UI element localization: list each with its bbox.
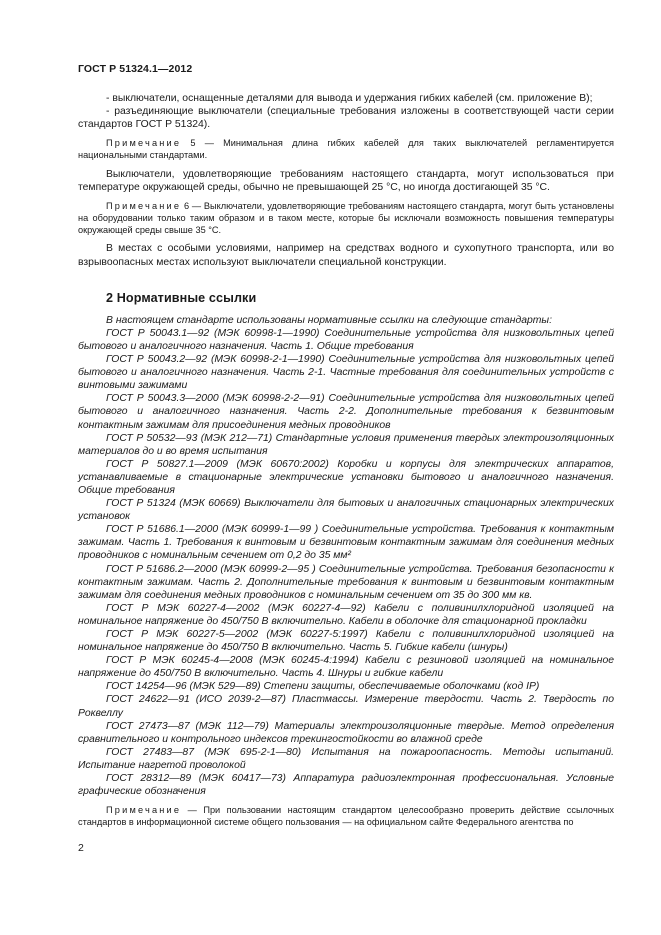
reference-item: ГОСТ Р 50043.1—92 (МЭК 60998-1—1990) Соединительные устройства для низковольтных цепей бытового и аналогичного назначения. Часть 1. Общие требования <box>78 327 614 352</box>
reference-item: ГОСТ Р 50043.2—92 (МЭК 60998-2-1—1990) Соединительные устройства для низковольтных цепей бытового и аналогичного назначения. Часть 2-1. Частные требования для соединительных устройств с винтовыми зажимами <box>78 354 614 392</box>
reference-item: ГОСТ Р МЭК 60227-5—2002 (МЭК 60227-5:1997) Кабели с поливинилхлоридной изоляцией на номинальное напряжение до 450/750 В включительно. Часть 5. Гибкие кабели (шнуры) <box>78 629 614 654</box>
note-6 <box>78 200 614 237</box>
reference-item: ГОСТ 27483—87 (МЭК 695-2-1—80) Испытания на пожароопасность. Методы испытаний. Испытание нагретой проволокой <box>78 746 614 771</box>
reference-item: ГОСТ Р МЭК 60227-4—2002 (МЭК 60227-4—92) Кабели с поливинилхлоридной изоляцией на номинальное напряжение до 450/750 В включительно. Кабели в оболочке для стационарной прокладки <box>78 602 614 627</box>
note-text: 5 — Минимальная длина гибких кабелей для таких выключателей регламентируется национальными стандартами. <box>78 138 614 161</box>
references-list <box>78 327 614 798</box>
reference-item: ГОСТ 27473—87 (МЭК 112—79) Материалы электроизоляционные твердые. Метод определения сравнительного и контрольного индексов трекингостойкости во влажной среде <box>78 720 614 745</box>
reference-item: ГОСТ Р 51324 (МЭК 60669) Выключатели для бытовых и аналогичных стационарных электрических установок <box>78 498 614 523</box>
note-label: Примечание <box>106 138 182 149</box>
list-item-isolating-switches: - разъединяющие выключатели (специальные требования изложены в соответствующей части серии стандартов ГОСТ Р 51324). <box>78 106 614 131</box>
reference-item: ГОСТ 24622—91 (ИСО 2039-2—87) Пластмассы. Измерение твердости. Часть 2. Твердость по Роквеллу <box>78 694 614 719</box>
reference-item: ГОСТ Р 50827.1—2009 (МЭК 60670:2002) Коробки и корпусы для электрических аппаратов, устанавливаемые в стационарные электрические установки бытового и аналогичного назначения. Общие требования <box>78 458 614 496</box>
note-5 <box>78 137 614 161</box>
reference-item: ГОСТ Р 50043.3—2000 (МЭК 60998-2-2—91) Соединительные устройства для низковольтных цепей бытового и аналогичного назначения. Часть 2-2. Дополнительные требования к безвинтовым контактным зажимам для присоединения медных проводников <box>78 393 614 431</box>
note-text: — При пользовании настоящим стандартом целесообразно проверить действие ссылочных стандартов в информационной системе общего пользования — на официальном сайте Федерального агентства по <box>78 805 614 828</box>
reference-item: ГОСТ Р 50532—93 (МЭК 212—71) Стандартные условия применения твердых электроизоляционных материалов до и во время испытания <box>78 432 614 457</box>
note-label: Примечание <box>106 200 182 211</box>
page-content <box>78 92 614 829</box>
paragraph-special-conditions: В местах с особыми условиями, например на средствах водного и сухопутного транспорта, или во взрывоопасных местах используют выключатели специальной конструкции. <box>78 243 614 268</box>
reference-item: ГОСТ Р 51686.2—2000 (МЭК 60999-2—95 ) Соединительные устройства. Требования безопасности к контактным зажимам. Часть 2. Дополнительные требования к винтовым и безвинтовым контактным зажимам для соединения медных проводников с номинальным сечением от 35 до 300 мм кв. <box>78 563 614 601</box>
reference-item: ГОСТ Р 51686.1—2000 (МЭК 60999-1—99 ) Соединительные устройства. Требования к контактным зажимам. Часть 1. Требования к винтовым и безвинтовым контактным зажимам для соединения медных проводников с номинальным сечением от 0,2 до 35 мм² <box>78 524 614 562</box>
reference-item: ГОСТ 28312—89 (МЭК 60417—73) Аппаратура радиоэлектронная профессиональная. Условные графические обозначения <box>78 773 614 798</box>
page-number: 2 <box>78 842 84 854</box>
references-note <box>78 804 614 828</box>
paragraph-temperature: Выключатели, удовлетворяющие требованиям настоящего стандарта, могут использоваться при температуре окружающей среды, обычно не превышающей 25 °С, но иногда достигающей 35 °С. <box>78 168 614 193</box>
references-intro: В настоящем стандарте использованы нормативные ссылки на следующие стандарты: <box>106 314 552 326</box>
reference-item: ГОСТ Р МЭК 60245-4—2008 (МЭК 60245-4:1994) Кабели с резиновой изоляцией на номинальное напряжение до 450/750 В включительно. Часть 4. Шнуры и гибкие кабели <box>78 655 614 680</box>
document-header: ГОСТ Р 51324.1—2012 <box>78 63 193 75</box>
list-item-cable-switches: - выключатели, оснащенные деталями для вывода и удержания гибких кабелей (см. приложение В); <box>106 93 593 104</box>
reference-item: ГОСТ 14254—96 (МЭК 529—89) Степени защиты, обеспечиваемые оболочками (код IP) <box>106 681 540 693</box>
section-title: 2 Нормативные ссылки <box>106 290 257 305</box>
note-text: 6 — Выключатели, удовлетворяющие требованиям настоящего стандарта, могут быть установлены на оборудовании только таким образом и в таком месте, которые бы исключали возможность повышения температуры окружающей среды свыше 35 °С. <box>78 200 614 236</box>
note-label: Примечание <box>106 805 182 816</box>
